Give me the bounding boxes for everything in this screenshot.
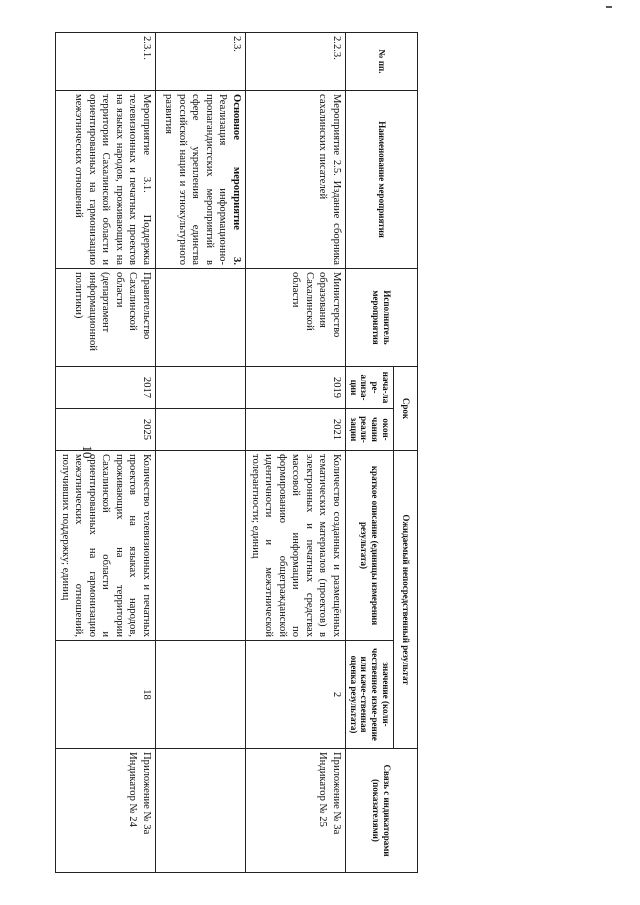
header-value: значение (коли-чественное изме-рение или каче-ственная оценка результата) <box>345 641 393 749</box>
page-number: 10 <box>80 445 95 459</box>
row-end: 2021 <box>245 409 345 451</box>
row-link <box>155 749 245 873</box>
header-expected: Ожидаемый непосредственный результат <box>394 451 418 749</box>
row-no: 2.2.3. <box>245 33 345 91</box>
header-term: Срок <box>394 367 418 451</box>
table-row <box>155 33 245 873</box>
row-desc: Количество телевизионных и печатных проектов на языках народов, проживающих на территории Сахалинской области и ориентированных на гармонизацию межэтнических отношений, получивших поддержку; единиц <box>56 451 156 641</box>
row-desc: Количество созданных и размещённых тематических материалов (проектов) в электронных и печатных средствах массовой информации по формированию общегражданской идентичности и межэтнической толерантности; единиц <box>245 451 345 641</box>
row-value <box>155 641 245 749</box>
measures-table <box>55 32 418 873</box>
row-name: Мероприятие 3.1. Поддержка телевизионных и печатных проектов на языках народов, проживающих на территории Сахалинской области и ориентированных на гармонизацию межэтнических отношений <box>56 91 156 269</box>
header-executor: Исполнитель мероприятия <box>345 269 417 367</box>
table-row <box>56 33 156 873</box>
row-no: 2.3. <box>155 33 245 91</box>
row-link: Приложение № 3а Индикатор № 24 <box>56 749 156 873</box>
header-term-end: окон-чания реали-зации <box>345 409 393 451</box>
header-link: Связь с индикаторами (показателями) <box>345 749 417 873</box>
header-no: № пп. <box>345 33 417 91</box>
row-start: 2019 <box>245 367 345 409</box>
row-executor: Министерство образования Сахалинской области <box>245 269 345 367</box>
row-name-cell <box>155 91 245 269</box>
header-desc: краткое описание (единицы измерения результата) <box>345 451 393 641</box>
row-value: 18 <box>56 641 156 749</box>
scan-artifact <box>606 6 612 8</box>
row-start: 2017 <box>56 367 156 409</box>
row-name: Мероприятие 2.5. Издание сборника сахалинских писателей <box>245 91 345 269</box>
row-name-bold: Основное мероприятие 3. <box>230 94 242 265</box>
row-end <box>155 409 245 451</box>
row-no: 2.3.1. <box>56 33 156 91</box>
row-link: Приложение № 3а Индикатор № 25 <box>245 749 345 873</box>
row-end: 2025 <box>56 409 156 451</box>
row-name: Реализация информационно-пропагандистских мероприятий в сфере укрепления единства российской нации и этнокультурного развития <box>163 94 229 265</box>
row-executor: Правительство Сахалинской области (департамент информационной политики) <box>56 269 156 367</box>
row-desc <box>155 451 245 641</box>
header-term-start: нача-ла ре-ализа-ции <box>345 367 393 409</box>
table-row <box>245 33 345 873</box>
row-value: 2 <box>245 641 345 749</box>
row-start <box>155 367 245 409</box>
header-name: Наименование мероприятия <box>345 91 417 269</box>
row-executor <box>155 269 245 367</box>
